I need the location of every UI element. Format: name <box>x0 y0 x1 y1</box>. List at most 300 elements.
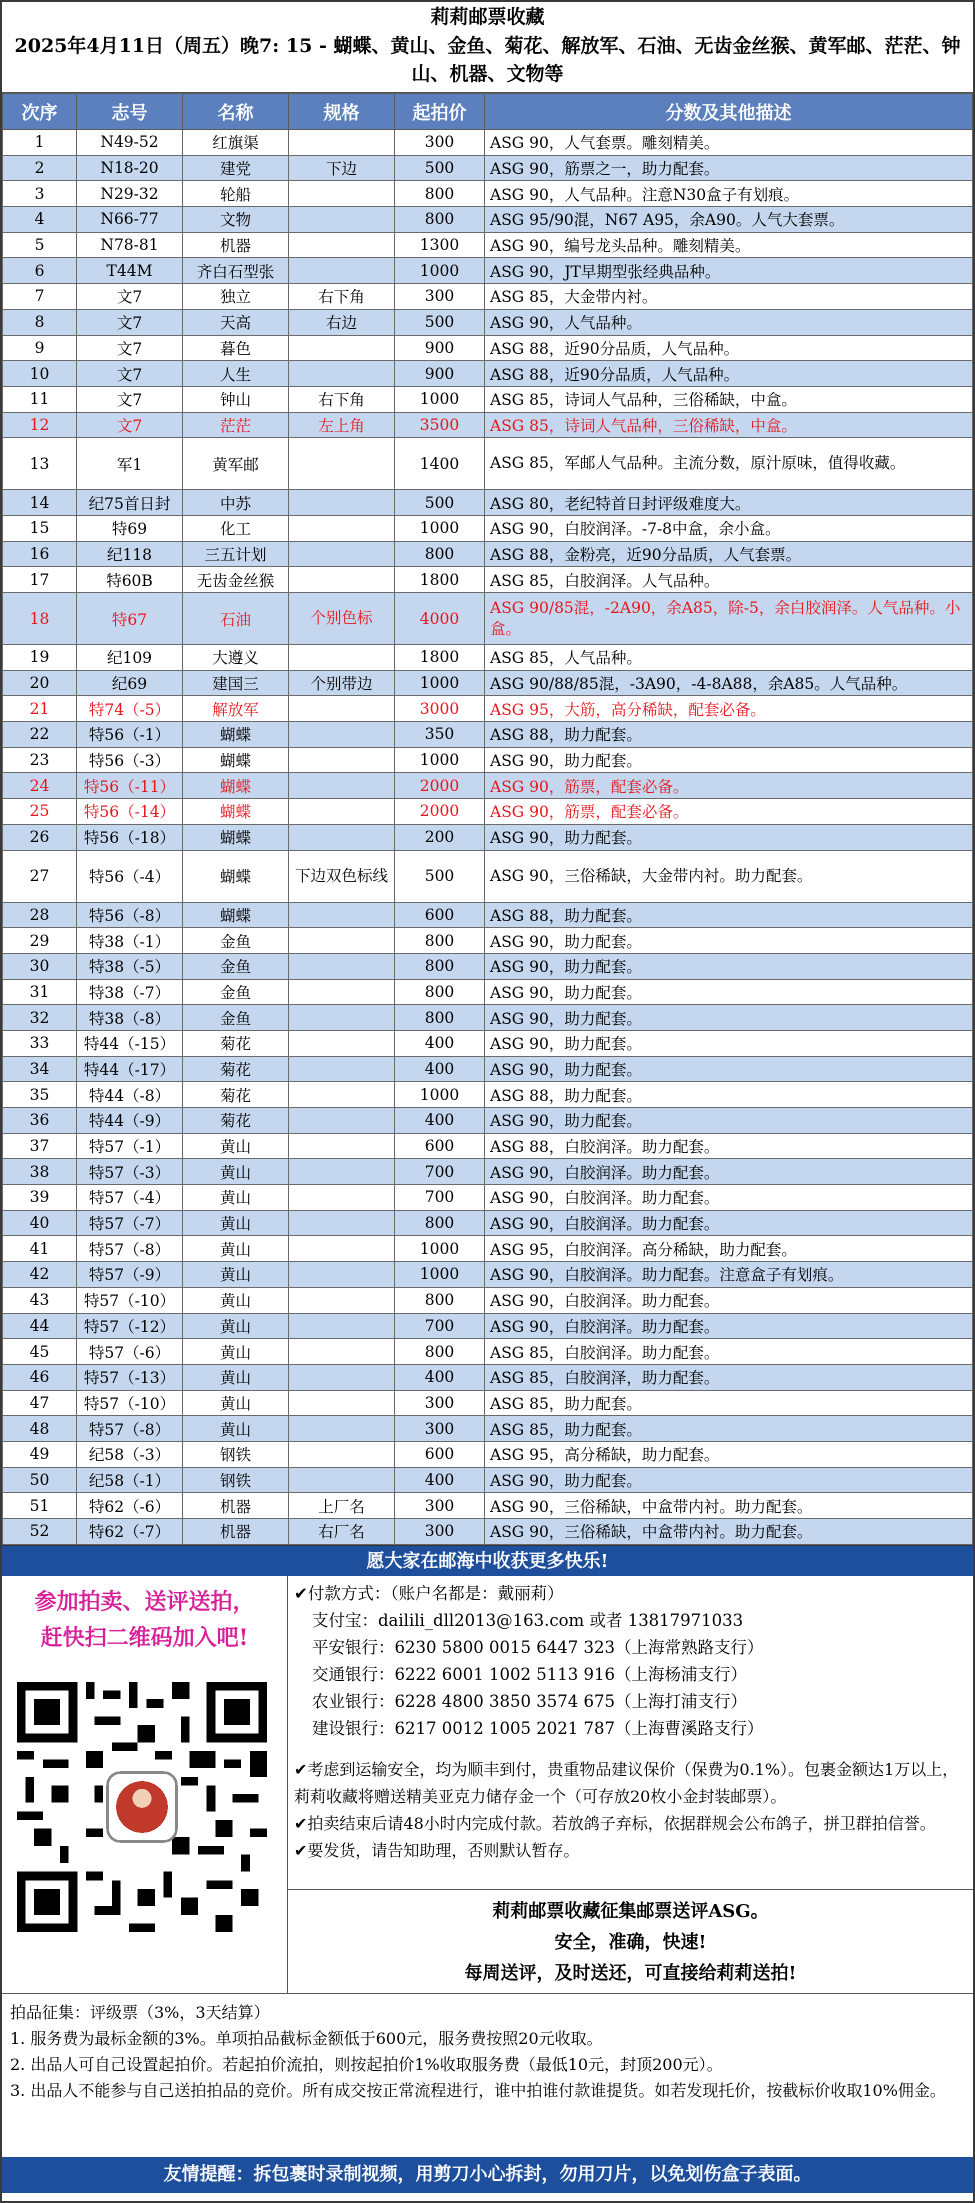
cell-lot-number: 19 <box>3 645 77 671</box>
table-row <box>3 232 973 258</box>
cell-stamp-name: 大遵义 <box>183 645 289 671</box>
cell-stamp-code: 特57（-12） <box>77 1313 183 1339</box>
cell-description: ASG 90，助力配套。 <box>485 1108 973 1134</box>
cell-stamp-code: N49-52 <box>77 130 183 156</box>
cell-spec <box>289 902 395 928</box>
cell-description: ASG 90，三俗稀缺，中盒带内衬。助力配套。 <box>485 1519 973 1545</box>
cell-lot-number: 5 <box>3 232 77 258</box>
cell-spec <box>289 1416 395 1442</box>
cell-description: ASG 90，三俗稀缺，大金带内衬。助力配套。 <box>485 850 973 902</box>
cell-lot-number: 12 <box>3 412 77 438</box>
cell-stamp-name: 天高 <box>183 309 289 335</box>
cell-lot-number: 51 <box>3 1493 77 1519</box>
table-row <box>3 1159 973 1185</box>
cell-stamp-name: 机器 <box>183 1519 289 1545</box>
rule-item: 2. 出品人可自己设置起拍价。若起拍价流拍，则按起拍价1%收取服务费（最低10元，封顶200元）。 <box>10 2054 723 2074</box>
cell-stamp-name: 菊花 <box>183 1030 289 1056</box>
cell-start-price: 3000 <box>395 696 485 722</box>
cell-spec <box>289 1133 395 1159</box>
table-row <box>3 1108 973 1134</box>
cell-spec <box>289 645 395 671</box>
cell-description: ASG 90，助力配套。 <box>485 1056 973 1082</box>
cell-description: ASG 85，人气品种。 <box>485 645 973 671</box>
cell-description: ASG 85，军邮人气品种。主流分数，原汁原味，值得收藏。 <box>485 438 973 490</box>
table-row <box>3 1493 973 1519</box>
cell-start-price: 900 <box>395 361 485 387</box>
table-row <box>3 1082 973 1108</box>
cell-spec: 个别带边 <box>289 670 395 696</box>
cell-lot-number: 40 <box>3 1210 77 1236</box>
table-row <box>3 1390 973 1416</box>
cell-start-price: 300 <box>395 1493 485 1519</box>
cell-stamp-name: 蝴蝶 <box>183 824 289 850</box>
cell-stamp-name: 蝴蝶 <box>183 773 289 799</box>
table-row <box>3 1339 973 1365</box>
cell-stamp-code: 特44（-17） <box>77 1056 183 1082</box>
cell-start-price: 800 <box>395 207 485 233</box>
cell-spec <box>289 824 395 850</box>
cell-lot-number: 48 <box>3 1416 77 1442</box>
table-row <box>3 799 973 825</box>
info-section <box>2 1576 973 1994</box>
cell-spec <box>289 1030 395 1056</box>
cell-description: ASG 90，白胶润泽。助力配套。 <box>485 1287 973 1313</box>
cell-lot-number: 6 <box>3 258 77 284</box>
cell-start-price: 300 <box>395 1519 485 1545</box>
cell-start-price: 1000 <box>395 386 485 412</box>
table-row <box>3 696 973 722</box>
cell-stamp-name: 人生 <box>183 361 289 387</box>
cell-start-price: 900 <box>395 335 485 361</box>
cell-description: ASG 90，编号龙头品种。雕刻精美。 <box>485 232 973 258</box>
cell-description: ASG 95，大筋，高分稀缺，配套必备。 <box>485 696 973 722</box>
cell-stamp-name: 蝴蝶 <box>183 799 289 825</box>
cell-start-price: 400 <box>395 1364 485 1390</box>
cell-stamp-name: 黄山 <box>183 1210 289 1236</box>
cell-lot-number: 37 <box>3 1133 77 1159</box>
cell-start-price: 350 <box>395 722 485 748</box>
cell-lot-number: 41 <box>3 1236 77 1262</box>
cell-stamp-code: 特57（-8） <box>77 1416 183 1442</box>
cell-stamp-name: 齐白石型张 <box>183 258 289 284</box>
cell-lot-number: 23 <box>3 747 77 773</box>
cell-description: ASG 85，助力配套。 <box>485 1416 973 1442</box>
table-row <box>3 1262 973 1288</box>
table-row <box>3 1030 973 1056</box>
table-row <box>3 670 973 696</box>
cell-spec <box>289 1467 395 1493</box>
cell-description: ASG 90/88/85混，-3A90，-4-8A88，余A85。人气品种。 <box>485 670 973 696</box>
notes <box>288 1742 973 1864</box>
col-header-desc: 分数及其他描述 <box>485 94 973 130</box>
cell-spec: 左上角 <box>289 412 395 438</box>
cell-description: ASG 88，近90分品质，人气品种。 <box>485 361 973 387</box>
cell-stamp-name: 金鱼 <box>183 928 289 954</box>
cell-spec <box>289 1441 395 1467</box>
cell-stamp-name: 轮船 <box>183 181 289 207</box>
table-row <box>3 412 973 438</box>
cell-start-price: 1000 <box>395 258 485 284</box>
cell-spec: 右下角 <box>289 386 395 412</box>
cell-stamp-code: 纪118 <box>77 541 183 567</box>
table-row <box>3 490 973 516</box>
cell-lot-number: 8 <box>3 309 77 335</box>
cell-stamp-code: 文7 <box>77 412 183 438</box>
cell-stamp-name: 建党 <box>183 155 289 181</box>
cell-stamp-name: 黄山 <box>183 1236 289 1262</box>
cell-spec <box>289 1262 395 1288</box>
qr-code-icon[interactable] <box>12 1682 272 1932</box>
cell-lot-number: 28 <box>3 902 77 928</box>
cell-stamp-code: 文7 <box>77 361 183 387</box>
payment-title: ✔付款方式：（账户名都是：戴丽莉） <box>294 1583 564 1603</box>
cell-stamp-name: 蝴蝶 <box>183 722 289 748</box>
cell-lot-number: 22 <box>3 722 77 748</box>
cell-stamp-name: 蝴蝶 <box>183 850 289 902</box>
cell-spec: 右厂名 <box>289 1519 395 1545</box>
payment-panel <box>288 1576 973 1993</box>
cell-stamp-name: 黄山 <box>183 1313 289 1339</box>
cell-stamp-name: 中苏 <box>183 490 289 516</box>
cell-spec <box>289 1313 395 1339</box>
cell-start-price: 700 <box>395 1159 485 1185</box>
cell-start-price: 800 <box>395 1287 485 1313</box>
cell-stamp-code: 纪75首日封 <box>77 490 183 516</box>
cell-stamp-code: 纪109 <box>77 645 183 671</box>
cell-description: ASG 90，白胶润泽。助力配套。注意盒子有划痕。 <box>485 1262 973 1288</box>
table-row <box>3 258 973 284</box>
cell-stamp-code: 特44（-9） <box>77 1108 183 1134</box>
table-row <box>3 155 973 181</box>
cell-stamp-name: 暮色 <box>183 335 289 361</box>
cell-start-price: 1000 <box>395 1236 485 1262</box>
collection-ad <box>288 1889 973 1993</box>
col-header-no: 次序 <box>3 94 77 130</box>
cell-spec <box>289 541 395 567</box>
table-row <box>3 284 973 310</box>
cell-spec <box>289 232 395 258</box>
cell-stamp-name: 三五计划 <box>183 541 289 567</box>
cell-stamp-name: 红旗渠 <box>183 130 289 156</box>
cell-stamp-code: N66-77 <box>77 207 183 233</box>
table-row <box>3 541 973 567</box>
cell-start-price: 800 <box>395 1210 485 1236</box>
table-row <box>3 1133 973 1159</box>
cell-description: ASG 85，助力配套。 <box>485 1390 973 1416</box>
cell-description: ASG 88，近90分品质，人气品种。 <box>485 335 973 361</box>
page-title: 莉莉邮票收藏 <box>430 6 545 28</box>
table-row <box>3 386 973 412</box>
cell-lot-number: 36 <box>3 1108 77 1134</box>
cell-description: ASG 90，助力配套。 <box>485 1467 973 1493</box>
cell-stamp-code: N18-20 <box>77 155 183 181</box>
cell-stamp-name: 石油 <box>183 593 289 645</box>
table-row <box>3 1364 973 1390</box>
cell-stamp-name: 黄山 <box>183 1416 289 1442</box>
cell-spec <box>289 1005 395 1031</box>
bank-account: 交通银行：6222 6001 1002 5113 916（上海杨浦支行） <box>312 1664 747 1684</box>
cell-stamp-name: 菊花 <box>183 1056 289 1082</box>
cell-spec <box>289 1108 395 1134</box>
promo-line-2: 赶快扫二维码加入吧! <box>40 1624 249 1651</box>
cell-spec <box>289 567 395 593</box>
cell-spec <box>289 490 395 516</box>
cell-stamp-name: 蝴蝶 <box>183 902 289 928</box>
cell-lot-number: 21 <box>3 696 77 722</box>
cell-spec: 下边双色标线 <box>289 850 395 902</box>
cell-stamp-name: 蝴蝶 <box>183 747 289 773</box>
cell-stamp-code: 特44（-15） <box>77 1030 183 1056</box>
cell-lot-number: 20 <box>3 670 77 696</box>
cell-start-price: 4000 <box>395 593 485 645</box>
cell-description: ASG 90，JT早期型张经典品种。 <box>485 258 973 284</box>
cell-stamp-name: 菊花 <box>183 1082 289 1108</box>
table-row <box>3 645 973 671</box>
cell-description: ASG 88，助力配套。 <box>485 1082 973 1108</box>
cell-stamp-name: 菊花 <box>183 1108 289 1134</box>
cell-description: ASG 85，白胶润泽。助力配套。 <box>485 1339 973 1365</box>
table-header-row <box>3 94 973 130</box>
table-row <box>3 593 973 645</box>
collection-line-2: 安全，准确，快速! <box>554 1931 707 1953</box>
cell-stamp-code: 特67 <box>77 593 183 645</box>
cell-start-price: 800 <box>395 979 485 1005</box>
cell-stamp-code: 文7 <box>77 386 183 412</box>
rules-title: 拍品征集：评级票（3%，3天结算） <box>10 2002 270 2022</box>
lot-table <box>2 93 973 1545</box>
cell-start-price: 800 <box>395 541 485 567</box>
cell-spec: 个别色标 <box>289 593 395 645</box>
cell-stamp-name: 机器 <box>183 232 289 258</box>
cell-stamp-code: 特56（-4） <box>77 850 183 902</box>
col-header-price: 起拍价 <box>395 94 485 130</box>
cell-description: ASG 95，白胶润泽。高分稀缺，助力配套。 <box>485 1236 973 1262</box>
cell-stamp-code: 纪58（-1） <box>77 1467 183 1493</box>
cell-description: ASG 90，助力配套。 <box>485 928 973 954</box>
cell-spec <box>289 799 395 825</box>
table-row <box>3 567 973 593</box>
table-row <box>3 335 973 361</box>
cell-spec <box>289 1364 395 1390</box>
cell-stamp-name: 独立 <box>183 284 289 310</box>
cell-stamp-code: 特56（-14） <box>77 799 183 825</box>
cell-start-price: 800 <box>395 953 485 979</box>
cell-stamp-name: 钢铁 <box>183 1441 289 1467</box>
cell-spec <box>289 130 395 156</box>
table-row <box>3 850 973 902</box>
cell-start-price: 500 <box>395 309 485 335</box>
cell-stamp-name: 金鱼 <box>183 1005 289 1031</box>
payment-info <box>288 1576 973 1742</box>
cell-spec: 上厂名 <box>289 1493 395 1519</box>
cell-stamp-code: 特74（-5） <box>77 696 183 722</box>
table-row <box>3 309 973 335</box>
cell-stamp-code: 特69 <box>77 515 183 541</box>
cell-description: ASG 88，助力配套。 <box>485 902 973 928</box>
table-row <box>3 1313 973 1339</box>
cell-stamp-code: 特57（-3） <box>77 1159 183 1185</box>
table-row <box>3 747 973 773</box>
table-row <box>3 438 973 490</box>
bank-account: 农业银行：6228 4800 3850 3574 675（上海打浦支行） <box>312 1691 747 1711</box>
cell-lot-number: 31 <box>3 979 77 1005</box>
note-item: ✔要发货，请告知助理，否则默认暂存。 <box>294 1840 580 1860</box>
cell-start-price: 500 <box>395 850 485 902</box>
footer-reminder: 友情提醒：拆包裹时录制视频，用剪刀小心拆封，勿用刀片，以免划伤盒子表面。 <box>2 2157 973 2193</box>
cell-stamp-name: 无齿金丝猴 <box>183 567 289 593</box>
bank-account: 建设银行：6217 0012 1005 2021 787（上海曹溪路支行） <box>312 1718 764 1738</box>
cell-start-price: 700 <box>395 1313 485 1339</box>
cell-stamp-name: 黄山 <box>183 1133 289 1159</box>
cell-stamp-name: 茫茫 <box>183 412 289 438</box>
table-row <box>3 207 973 233</box>
cell-stamp-name: 金鱼 <box>183 979 289 1005</box>
cell-start-price: 400 <box>395 1056 485 1082</box>
cell-lot-number: 18 <box>3 593 77 645</box>
table-row <box>3 1236 973 1262</box>
cell-lot-number: 29 <box>3 928 77 954</box>
cell-stamp-code: 特57（-4） <box>77 1185 183 1211</box>
cell-description: ASG 90，人气品种。 <box>485 309 973 335</box>
cell-spec <box>289 1339 395 1365</box>
cell-lot-number: 32 <box>3 1005 77 1031</box>
cell-start-price: 600 <box>395 1441 485 1467</box>
cell-description: ASG 90，三俗稀缺，中盒带内衬。助力配套。 <box>485 1493 973 1519</box>
cell-description: ASG 90/85混，-2A90，余A85，除-5，余白胶润泽。人气品种。小盒。 <box>485 593 973 645</box>
cell-start-price: 800 <box>395 1339 485 1365</box>
cell-spec <box>289 335 395 361</box>
cell-stamp-name: 黄山 <box>183 1339 289 1365</box>
cell-lot-number: 15 <box>3 515 77 541</box>
cell-start-price: 600 <box>395 1133 485 1159</box>
cell-start-price: 800 <box>395 928 485 954</box>
cell-stamp-name: 黄山 <box>183 1185 289 1211</box>
cell-lot-number: 2 <box>3 155 77 181</box>
cell-lot-number: 43 <box>3 1287 77 1313</box>
table-row <box>3 1185 973 1211</box>
cell-stamp-code: 特38（-8） <box>77 1005 183 1031</box>
cell-description: ASG 88，助力配套。 <box>485 722 973 748</box>
cell-stamp-code: 特57（-8） <box>77 1236 183 1262</box>
cell-description: ASG 85，白胶润泽。人气品种。 <box>485 567 973 593</box>
cell-start-price: 400 <box>395 1467 485 1493</box>
cell-start-price: 1000 <box>395 515 485 541</box>
cell-lot-number: 45 <box>3 1339 77 1365</box>
cell-spec <box>289 181 395 207</box>
cell-stamp-code: 特38（-7） <box>77 979 183 1005</box>
cell-spec <box>289 361 395 387</box>
cell-spec <box>289 1082 395 1108</box>
cell-stamp-code: 特57（-1） <box>77 1133 183 1159</box>
cell-start-price: 1000 <box>395 670 485 696</box>
cell-description: ASG 85，大金带内衬。 <box>485 284 973 310</box>
cell-description: ASG 80，老纪特首日封评级难度大。 <box>485 490 973 516</box>
cell-spec <box>289 258 395 284</box>
cell-stamp-code: 特57（-6） <box>77 1339 183 1365</box>
table-row <box>3 1005 973 1031</box>
table-row <box>3 928 973 954</box>
collection-line-1: 莉莉邮票收藏征集邮票送评ASG。 <box>492 1900 769 1922</box>
cell-stamp-code: 纪69 <box>77 670 183 696</box>
cell-stamp-code: 纪58（-3） <box>77 1441 183 1467</box>
cell-stamp-code: 特56（-1） <box>77 722 183 748</box>
table-row <box>3 824 973 850</box>
table-row <box>3 1467 973 1493</box>
cell-spec <box>289 1056 395 1082</box>
cell-start-price: 3500 <box>395 412 485 438</box>
cell-spec <box>289 1159 395 1185</box>
cell-start-price: 1800 <box>395 567 485 593</box>
cell-spec <box>289 1287 395 1313</box>
cell-lot-number: 16 <box>3 541 77 567</box>
lot-table-body <box>3 130 973 1545</box>
table-row <box>3 722 973 748</box>
cell-description: ASG 88，白胶润泽。助力配套。 <box>485 1133 973 1159</box>
cell-description: ASG 90，助力配套。 <box>485 1030 973 1056</box>
cell-lot-number: 34 <box>3 1056 77 1082</box>
cell-start-price: 600 <box>395 902 485 928</box>
cell-description: ASG 90，白胶润泽。助力配套。 <box>485 1210 973 1236</box>
cell-stamp-name: 黄山 <box>183 1287 289 1313</box>
cell-stamp-name: 文物 <box>183 207 289 233</box>
cell-stamp-code: 特56（-3） <box>77 747 183 773</box>
cell-description: ASG 90，筋票，配套必备。 <box>485 799 973 825</box>
cell-stamp-name: 黄山 <box>183 1364 289 1390</box>
cell-stamp-name: 黄山 <box>183 1159 289 1185</box>
cell-lot-number: 42 <box>3 1262 77 1288</box>
cell-description: ASG 88，金粉亮，近90分品质，人气套票。 <box>485 541 973 567</box>
cell-spec <box>289 515 395 541</box>
cell-description: ASG 90，白胶润泽。助力配套。 <box>485 1159 973 1185</box>
cell-description: ASG 90，白胶润泽。助力配套。 <box>485 1313 973 1339</box>
cell-start-price: 2000 <box>395 773 485 799</box>
table-row <box>3 1210 973 1236</box>
table-row <box>3 181 973 207</box>
cell-stamp-code: 特62（-7） <box>77 1519 183 1545</box>
cell-lot-number: 46 <box>3 1364 77 1390</box>
cell-description: ASG 90，助力配套。 <box>485 824 973 850</box>
cell-spec: 下边 <box>289 155 395 181</box>
cell-stamp-name: 解放军 <box>183 696 289 722</box>
cell-stamp-code: T44M <box>77 258 183 284</box>
cell-spec <box>289 928 395 954</box>
table-row <box>3 515 973 541</box>
cell-description: ASG 85，诗词人气品种，三俗稀缺，中盒。 <box>485 386 973 412</box>
cell-lot-number: 33 <box>3 1030 77 1056</box>
cell-description: ASG 90，筋票，配套必备。 <box>485 773 973 799</box>
cell-stamp-code: 特57（-13） <box>77 1364 183 1390</box>
cell-start-price: 1800 <box>395 645 485 671</box>
cell-stamp-name: 黄山 <box>183 1390 289 1416</box>
cell-stamp-code: 特60B <box>77 567 183 593</box>
note-item: ✔考虑到运输安全，均为顺丰到付，贵重物品建议保价（保费为0.1%）。包裹金额达1万以上，莉莉收藏将赠送精美亚克力储存金一个（可存放20枚小金封装邮票）。 <box>294 1759 959 1806</box>
cell-spec <box>289 953 395 979</box>
cell-start-price: 700 <box>395 1185 485 1211</box>
cell-description: ASG 90，筋票之一，助力配套。 <box>485 155 973 181</box>
cell-start-price: 1000 <box>395 1082 485 1108</box>
cell-stamp-code: 特57（-7） <box>77 1210 183 1236</box>
cell-spec <box>289 747 395 773</box>
cell-stamp-name: 化工 <box>183 515 289 541</box>
collection-line-3: 每周送评，及时送还，可直接给莉莉送拍! <box>464 1962 797 1984</box>
cell-stamp-code: 特38（-1） <box>77 928 183 954</box>
rule-item: 3. 出品人不能参与自己送拍拍品的竞价。所有成交按正常流程进行，谁中拍谁付款谁提货。如若发现托价，按截标价收取10%佣金。 <box>10 2080 946 2100</box>
cell-description: ASG 90，助力配套。 <box>485 953 973 979</box>
promo-panel <box>2 1576 288 1993</box>
cell-spec <box>289 1210 395 1236</box>
header <box>2 2 973 93</box>
wish-banner: 愿大家在邮海中收获更多快乐! <box>2 1545 973 1576</box>
